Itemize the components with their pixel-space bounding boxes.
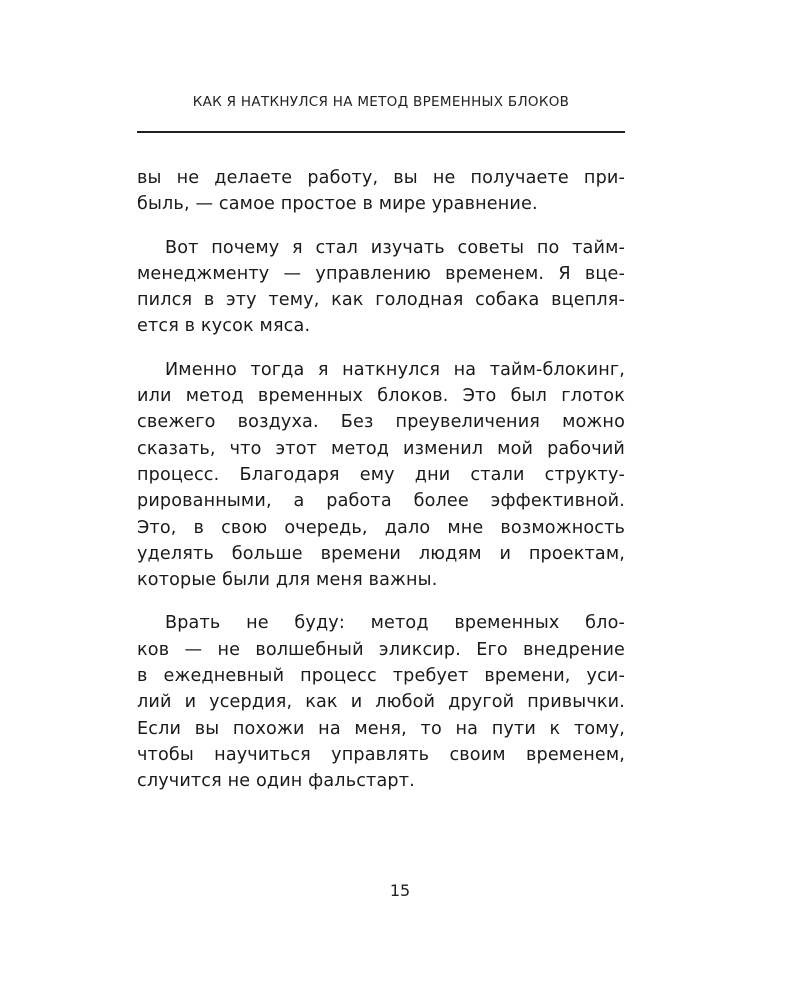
paragraph bbox=[137, 165, 625, 218]
text-line: в ежедневный процесс требует времени, уси- bbox=[137, 666, 625, 687]
text-line: ков — не волшебный эликсир. Его внедрение bbox=[137, 639, 625, 660]
paragraph bbox=[137, 235, 625, 340]
page-number: 15 bbox=[389, 881, 411, 900]
text-line: рированными, а работа более эффективной. bbox=[137, 491, 625, 512]
text-line: вы не делаете работу, вы не получаете при- bbox=[137, 168, 625, 188]
text-line: случится не один фальстарт. bbox=[137, 771, 415, 792]
text-line: быль, — самое простое в мире уравнение. bbox=[137, 194, 538, 215]
text-line: Если вы похожи на меня, то на пути к тому, bbox=[137, 718, 625, 739]
text-line: сказать, что этот метод изменил мой рабочий bbox=[137, 438, 625, 459]
text-line: или метод временных блоков. Это был глоток bbox=[137, 386, 625, 407]
text-line: Именно тогда я наткнулся на тайм-блокинг, bbox=[165, 359, 625, 380]
text-line: чтобы научиться управлять своим временем, bbox=[137, 744, 625, 765]
running-header: КАК Я НАТКНУЛСЯ НА МЕТОД ВРЕМЕННЫХ БЛОКОВ bbox=[192, 94, 570, 110]
text-line: менеджменту — управлению временем. Я вце- bbox=[137, 263, 625, 284]
text-line: свежего воздуха. Без преувеличения можно bbox=[137, 412, 625, 433]
text-line: уделять больше времени людям и проектам, bbox=[137, 543, 625, 564]
header-divider bbox=[137, 131, 625, 133]
text-line: Вот почему я стал изучать советы по тайм- bbox=[165, 237, 625, 258]
text-line: Это, в свою очередь, дало мне возможность bbox=[137, 517, 625, 538]
text-line: пился в эту тему, как голодная собака вцепля- bbox=[137, 290, 625, 311]
text-line: процесс. Благодаря ему дни стали структу- bbox=[137, 464, 625, 485]
text-line: лий и усердия, как и любой другой привычки. bbox=[137, 692, 625, 713]
text-line: которые были для меня важны. bbox=[137, 570, 438, 591]
body-text bbox=[137, 165, 625, 812]
paragraph bbox=[137, 610, 625, 794]
text-line: ется в кусок мяса. bbox=[137, 316, 311, 337]
text-line: Врать не буду: метод временных бло- bbox=[165, 613, 625, 634]
paragraph bbox=[137, 357, 625, 594]
